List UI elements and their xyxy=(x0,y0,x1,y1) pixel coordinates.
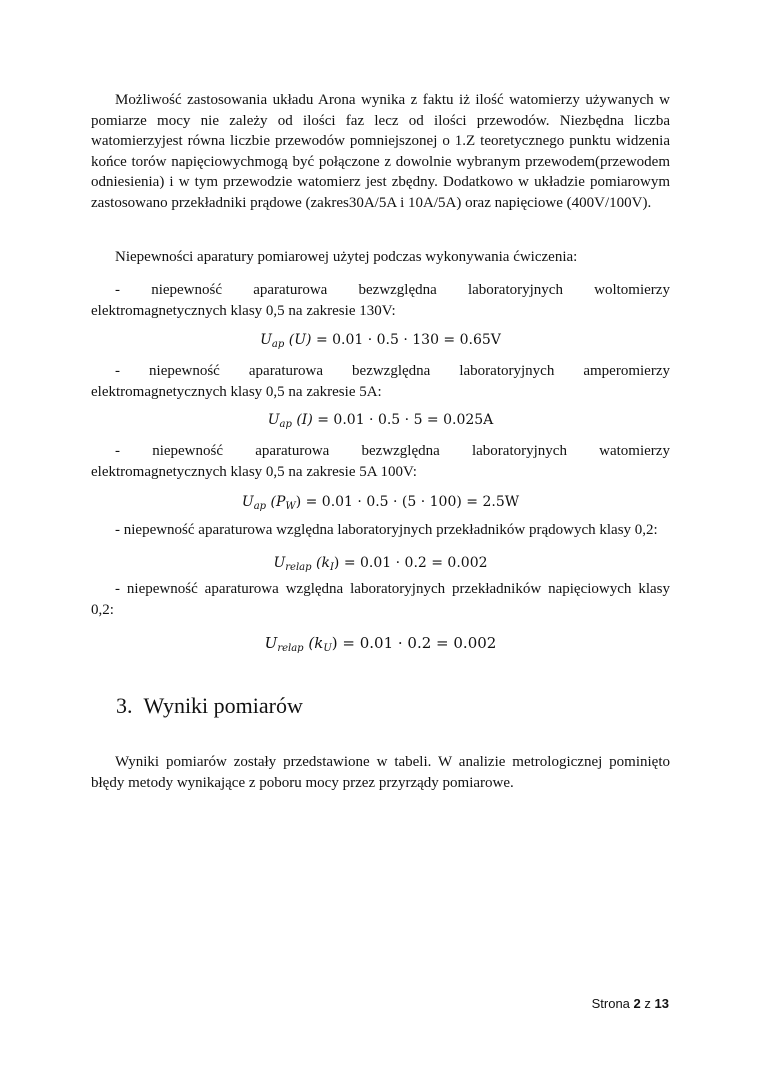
eq-paren: ) xyxy=(333,555,340,571)
eq-symbol: U xyxy=(267,412,280,428)
word: laboratoryjnych xyxy=(471,443,567,459)
uncertainty-item-ammeter xyxy=(91,361,670,402)
eq-rhs: = 0.01 · 0.2 = 0.002 xyxy=(342,634,497,652)
eq-subscript: ap xyxy=(279,419,292,430)
equation-voltmeter xyxy=(91,330,670,355)
word: bezwzględna xyxy=(352,363,431,379)
eq-argument: (k xyxy=(316,555,330,571)
footer-label: Strona xyxy=(591,996,630,1011)
uncertainty-item-voltage-transformer: - niepewność aparaturowa względna laboratoryjnych przekładników napięciowych klasy 0,2: xyxy=(91,581,670,618)
eq-argument-subscript: W xyxy=(285,501,296,512)
uncertainty-lead: Niepewności aparatury pomiarowej użytej podczas wykonywania ćwiczenia: xyxy=(115,249,578,265)
eq-subscript: relap xyxy=(277,643,304,654)
eq-paren: ) xyxy=(331,634,338,652)
word: watomierzy xyxy=(599,443,670,459)
word: bezwzględna xyxy=(361,443,440,459)
bullet-dash: - xyxy=(115,363,120,379)
eq-argument: (I) xyxy=(296,412,313,428)
eq-symbol: U xyxy=(264,634,278,652)
equation-current-transformer xyxy=(91,553,670,578)
equation-voltage-transformer xyxy=(91,633,670,659)
item-line-2: elektromagnetycznych klasy 0,5 na zakresie 5A 100V: xyxy=(91,463,417,480)
eq-rhs: = 0.01 · 0.5 · 5 = 0.025A xyxy=(317,412,494,428)
eq-subscript: relap xyxy=(285,562,312,573)
footer-separator: z xyxy=(644,996,651,1011)
word: laboratoryjnych xyxy=(459,363,555,379)
word: woltomierzy xyxy=(594,282,670,298)
intro-paragraph: Możliwość zastosowania układu Arona wynika z faktu iż ilość watomierzy używanych w pomiarze mocy nie zależy od ilości faz lecz od ilości przewodów. Niezbędna liczba watomierzyjest równa liczbie przewodów pomniejszonej o 1.Z teoretycznego punktu widzenia końce torów napięciowychmogą być połączone z dowolnie wybranym przewodem(przewodem odniesienia) i w tym przewodzie watomierz jest zbędny. Dodatkowo w układzie pomiarowym zastosowano przekładniki prądowe (zakres30A/5A i 10A/5A) oraz napięciowe (400V/100V). xyxy=(91,92,670,211)
word: niepewność xyxy=(151,282,222,298)
section-number: 3. xyxy=(116,693,133,718)
word: amperomierzy xyxy=(583,363,670,379)
item-line xyxy=(91,280,670,301)
item-line-2: elektromagnetycznych klasy 0,5 na zakresie 130V: xyxy=(91,302,396,319)
eq-symbol: U xyxy=(273,555,286,571)
item-line-2: elektromagnetycznych klasy 0,5 na zakresie 5A: xyxy=(91,383,382,400)
eq-symbol: U xyxy=(241,494,254,510)
eq-rhs: = 0.01 · 0.5 · (5 · 100) = 2.5W xyxy=(305,494,520,510)
uncertainty-item-wattmeter xyxy=(91,441,670,482)
bullet-dash: - xyxy=(115,443,120,459)
word: aparaturowa xyxy=(255,443,330,459)
footer-current-page: 2 xyxy=(633,996,641,1011)
eq-argument: (k xyxy=(308,634,324,652)
word: aparaturowa xyxy=(248,363,323,379)
eq-rhs: = 0.01 · 0.2 = 0.002 xyxy=(343,555,488,571)
eq-argument: (U) xyxy=(288,332,312,348)
word: aparaturowa xyxy=(253,282,328,298)
equation-ammeter xyxy=(91,410,670,435)
word: niepewność xyxy=(152,443,223,459)
eq-argument-subscript: I xyxy=(329,562,334,573)
eq-argument: (P xyxy=(270,494,286,510)
eq-subscript: ap xyxy=(253,501,267,512)
section-paragraph: Wyniki pomiarów zostały przedstawione w tabeli. W analizie metrologicznej pominięto błędy metody wynikające z poboru mocy przez przyrządy pomiarowe. xyxy=(91,754,670,791)
eq-argument-subscript: U xyxy=(323,643,332,654)
item-line xyxy=(91,361,670,382)
bullet-dash: - xyxy=(115,282,120,298)
word: niepewność xyxy=(149,363,220,379)
eq-symbol: U xyxy=(260,332,272,348)
footer-total-pages: 13 xyxy=(654,996,669,1011)
word: bezwzględna xyxy=(358,282,437,298)
uncertainty-item-current-transformer: - niepewność aparaturowa względna laboratoryjnych przekładników prądowych klasy 0,2: xyxy=(115,522,658,538)
uncertainty-item-voltmeter xyxy=(91,280,670,321)
eq-rhs: = 0.01 · 0.5 · 130 = 0.65V xyxy=(315,332,501,348)
item-line xyxy=(91,441,670,462)
section-title: Wyniki pomiarów xyxy=(143,693,303,718)
page-footer xyxy=(592,996,669,1011)
word: laboratoryjnych xyxy=(467,282,563,298)
section-heading xyxy=(116,692,303,720)
eq-subscript: ap xyxy=(271,339,285,350)
equation-wattmeter xyxy=(91,492,670,517)
eq-paren: ) xyxy=(295,494,302,510)
